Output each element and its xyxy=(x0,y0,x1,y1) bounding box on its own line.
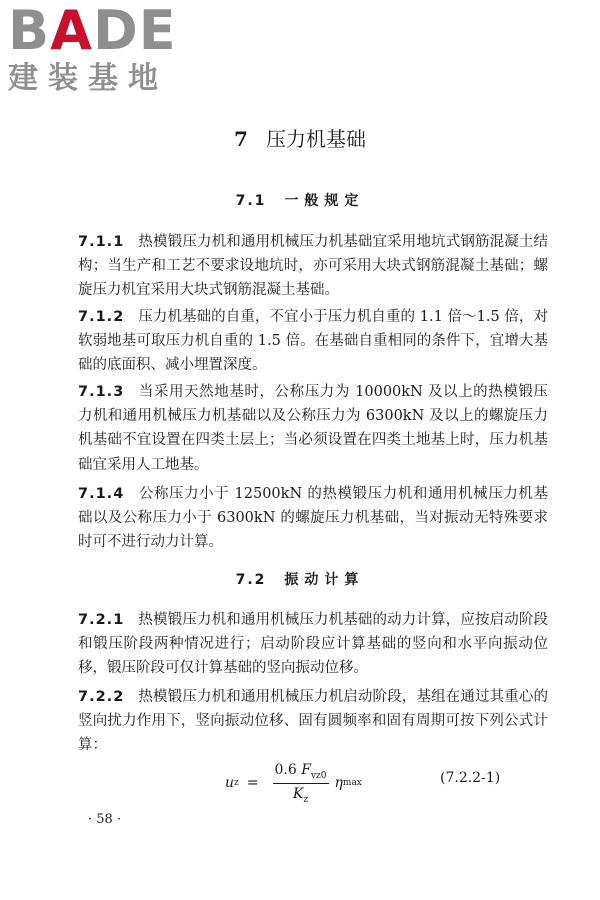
clause-number: 7.1.4 xyxy=(78,486,125,502)
clause-text: 热模锻压力机和通用机械压力机基础宜采用地坑式钢筋混凝土结构；当生产和工艺不要求设地坑时，亦可采用大块式钢筋混凝土基础；螺旋压力机宜采用大块式钢筋混凝土基础。 xyxy=(78,234,548,299)
chapter-name: 压力机基础 xyxy=(265,127,366,151)
clause-7-2-2 xyxy=(78,685,548,758)
page-number: · 58 · xyxy=(88,812,122,827)
clause-text: 当采用天然地基时，公称压力为 10000kN 及以上的热模锻压力机和通用机械压力机基础以及公称压力为 6300kN 及以上的螺旋压力机基础不宜设置在四类土层上；当必须设置在四类土地基上时，压力机基础宜采用人工地基。 xyxy=(78,384,548,473)
clause-text: 热模锻压力机和通用机械压力机基础的动力计算，应按启动阶段和锻压阶段两种情况进行；启动阶段应计算基础的竖向和水平向振动位移，锻压阶段可仅计算基础的竖向振动位移。 xyxy=(78,612,548,677)
clause-text: 热模锻压力机和通用机械压力机启动阶段，基组在通过其重心的竖向扰力作用下，竖向振动位移、固有圆频率和固有周期可按下列公式计算： xyxy=(78,689,548,754)
logo xyxy=(8,0,177,96)
clause-text: 公称压力小于 12500kN 的热模锻压力机和通用机械压力机基础以及公称压力小于 6300kN 的螺旋压力机基础，当对振动无特殊要求时可不进行动力计算。 xyxy=(78,486,548,551)
logo-subtitle: 建装基地 xyxy=(8,61,168,96)
clause-7-1-4 xyxy=(78,482,548,555)
clause-7-1-3 xyxy=(78,380,548,477)
clause-number: 7.1.3 xyxy=(78,384,125,400)
section-title-7-2: 7.2 振动计算 xyxy=(235,572,365,588)
formula-fraction: $\frac{0.6 F_{vz0}}{K_z}$ xyxy=(274,762,327,805)
logo-brand: BADE xyxy=(8,0,177,62)
clause-7-1-1 xyxy=(78,230,548,303)
clause-text: 压力机基础的自重，不宜小于压力机自重的 1.1 倍～1.5 倍，对软弱地基可取压力机自重的 1.5 倍。在基础自重相同的条件下，宜增大基础的底面积、减小埋置深度。 xyxy=(78,309,548,374)
clause-number: 7.1.1 xyxy=(78,234,125,250)
equation-label: (7.2.2-1) xyxy=(440,770,501,786)
chapter-number: 7 xyxy=(234,127,248,151)
clause-7-2-1 xyxy=(78,608,548,681)
clause-number: 7.2.2 xyxy=(78,689,125,705)
clause-number: 7.1.2 xyxy=(78,309,125,325)
clause-number: 7.2.1 xyxy=(78,612,125,628)
chapter-title xyxy=(0,124,600,154)
formula-7-2-2-1: u z = $\frac{0.6 F_{vz0}}{K_z}$ η max xyxy=(225,762,362,805)
clause-7-1-2 xyxy=(78,305,548,378)
section-title-7-1: 7.1 一般规定 xyxy=(235,193,365,209)
